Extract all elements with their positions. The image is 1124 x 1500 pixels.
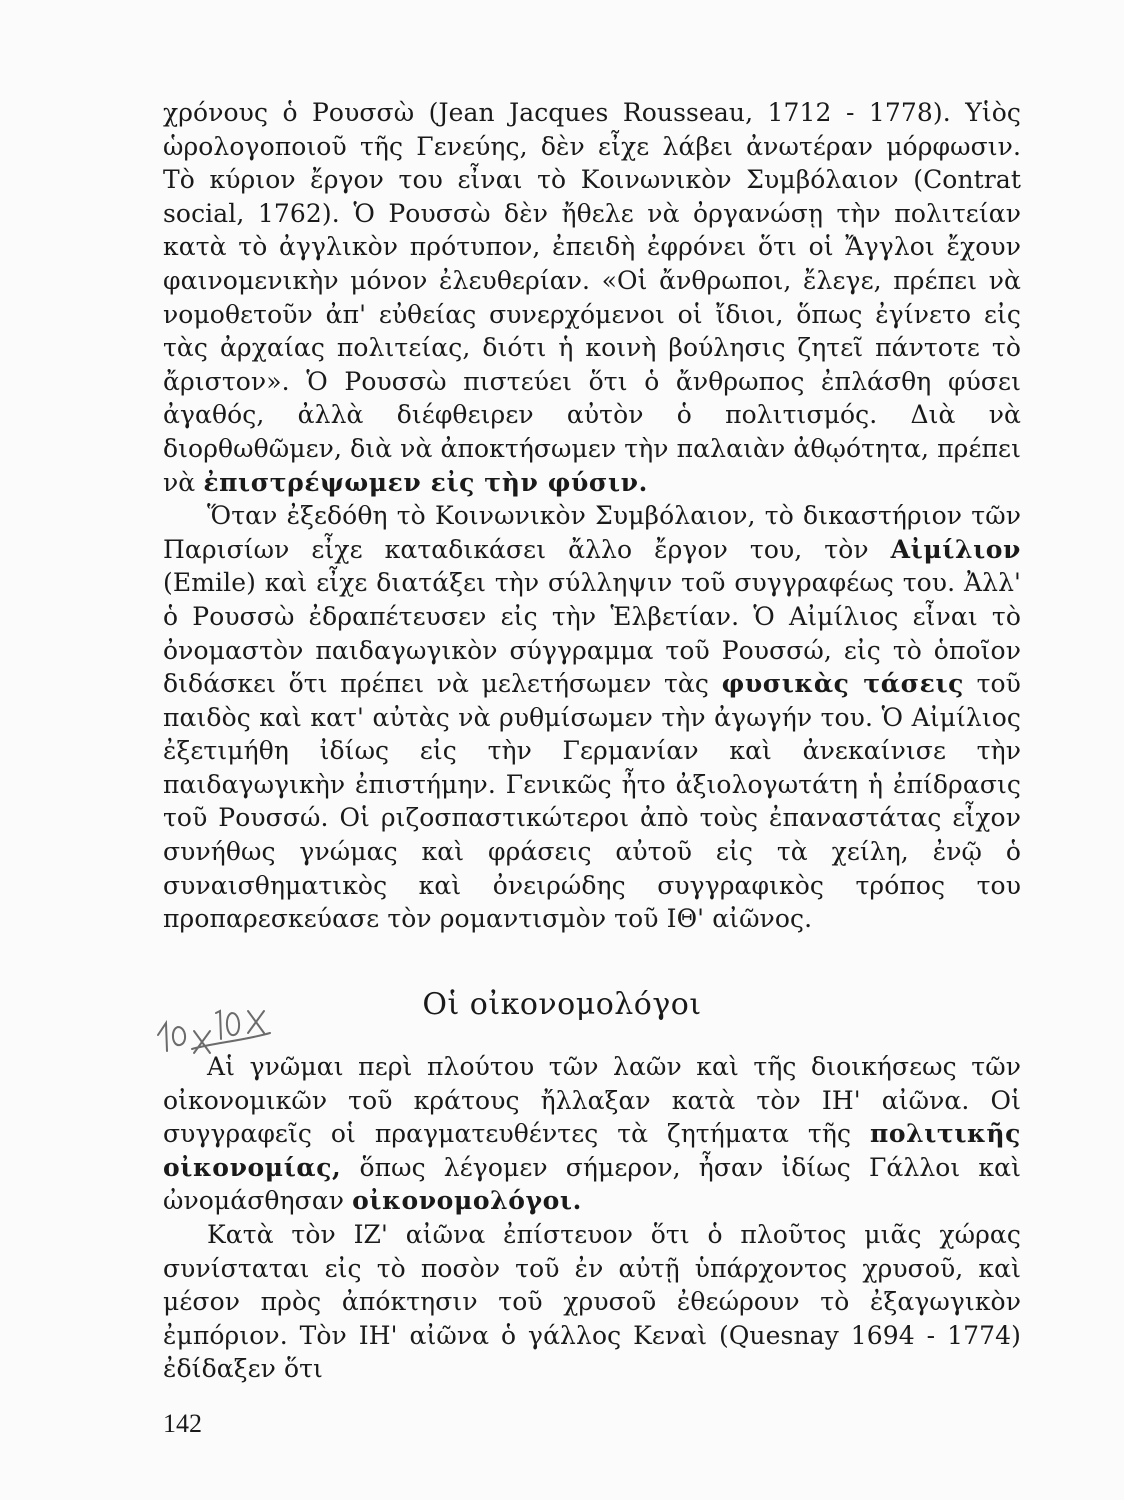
bold-term-political-economy: πολιτικῆς οἰκονομίας, bbox=[163, 1119, 1021, 1182]
paragraph-text: ὅπως λέγομεν σήμερον, ἦσαν ἰδίως Γάλλοι καὶ ὠνομάσθησαν bbox=[163, 1152, 1021, 1216]
quesnay-paragraph bbox=[163, 1218, 1021, 1386]
paragraph-text: Αἱ γνῶμαι περὶ πλούτου τῶν λαῶν καὶ τῆς διοικήσεως τῶν οἰκονομικῶν τοῦ κράτους ἤλλαξαν κατὰ τὸν ΙΗ' αἰῶνα. Οἱ συγγραφεῖς οἱ πραγματευθέντες τὰ ζητήματα τῆς bbox=[163, 1052, 1021, 1149]
economists-paragraph bbox=[163, 1050, 1021, 1218]
bold-phrase-return-to-nature: ἐπιστρέψωμεν εἰς τὴν φύσιν. bbox=[203, 467, 648, 497]
bold-term-emile: Αἰμίλιον bbox=[890, 534, 1021, 564]
paragraph-text: χρόνους ὁ Ρουσσὼ (Jean Jacques Rousseau, 1712 - 1778). Υἱὸς ὡρολογοποιοῦ τῆς Γενεύης, δὲν εἶχε λάβει ἀνωτέραν μόρφωσιν. Τὸ κύριον ἔργον του εἶναι τὸ Κοινωνικὸν Συμβόλαιον (Contrat social, 1762). Ὁ Ρουσσὼ δὲν ἤθελε νὰ ὀργανώσῃ τὴν πολιτείαν κατὰ τὸ ἀγγλικὸν πρότυπον, ἐπειδὴ ἐφρόνει ὅτι οἱ Ἄγγλοι ἔχουν φαινομενικὴν μόνον ἐλευθερίαν. «Οἱ ἄνθρωποι, ἔλεγε, πρέπει νὰ νομοθετοῦν ἀπ' εὐθείας συνερχόμενοι οἱ ἴδιοι, ὅπως ἐγίνετο εἰς τὰς ἀρχαίας πολιτείας, διότι ἡ κοινὴ βούλησις ζητεῖ πάντοτε τὸ ἄριστον». Ὁ Ρουσσὼ πιστεύει ὅτι ὁ ἄνθρωπος ἐπλάσθη φύσει ἀγαθός, ἀλλὰ διέφθειρεν αὐτὸν ὁ πολιτισμός. Διὰ νὰ διορθωθῶμεν, διὰ νὰ ἀποκτήσωμεν τὴν παλαιὰν ἀθῳότητα, πρέπει νὰ bbox=[163, 98, 1021, 497]
paragraph-text: Ὅταν ἐξεδόθη τὸ Κοινωνικὸν Συμβόλαιον, τὸ δικαστήριον τῶν Παρισίων εἶχε καταδικάσει ἄλλο ἔργον του, τὸν bbox=[163, 501, 1021, 564]
bold-term-natural-tendencies: φυσικὰς τάσεις bbox=[721, 669, 964, 699]
bold-term-economists: οἰκονομολόγοι. bbox=[352, 1186, 582, 1216]
page-number: 142 bbox=[163, 1409, 202, 1438]
paragraph-text: Κατὰ τὸν ΙΖ' αἰῶνα ἐπίστευον ὅτι ὁ πλοῦτος μιᾶς χώρας συνίσταται εἰς τὸ ποσὸν τοῦ ἐν αὐτῇ ὑπάρχοντος χρυσοῦ, καὶ μέσον πρὸς ἀπόκτησιν τοῦ χρυσοῦ ἐθεώρουν τὸ ἐξαγωγικὸν ἐμπόριον. Τὸν ΙΗ' αἰῶνα ὁ γάλλος Κεναὶ (Quesnay 1694 - 1774) ἐδίδαξεν ὅτι bbox=[163, 1219, 1021, 1384]
paragraph-text: (Emile) καὶ εἶχε διατάξει τὴν σύλληψιν τοῦ συγγραφέως του. Ἀλλ' ὁ Ρουσσὼ ἐδραπέτευσεν εἰς τὴν Ἑλβετίαν. Ὁ Αἰμίλιος εἶναι τὸ ὀνομαστὸν παιδαγωγικὸν σύγγραμμα τοῦ Ρουσσώ, εἰς τὸ ὁποῖον διδάσκει ὅτι πρέπει νὰ μελετήσωμεν τὰς bbox=[163, 568, 1021, 699]
paragraph-text: τοῦ παιδὸς καὶ κατ' αὐτὰς νὰ ρυθμίσωμεν τὴν ἀγωγήν του. Ὁ Αἰμίλιος ἐξετιμήθη ἰδίως εἰς τὴν Γερμανίαν καὶ ἀνεκαίνισε τὴν παιδαγωγικὴν ἐπιστήμην. Γενικῶς ἦτο ἀξιολογωτάτη ἡ ἐπίδρασις τοῦ Ρουσσώ. Οἱ ριζοσπαστικώτεροι ἀπὸ τοὺς ἐπαναστάτας εἶχον συνήθως γνώμας καὶ φράσεις αὐτοῦ εἰς τὰ χείλη, ἐνῷ ὁ συναισθηματικὸς καὶ ὀνειρώδης συγγραφικὸς τρόπος του προπαρεσκεύασε τὸν ρομαντισμὸν τοῦ ΙΘ' αἰῶνος. bbox=[163, 669, 1021, 934]
rousseau-section bbox=[163, 96, 1021, 936]
section-heading-economists: Οἱ οἰκονομολόγοι bbox=[422, 987, 702, 1022]
economists-section bbox=[163, 1050, 1021, 1386]
emile-paragraph bbox=[163, 499, 1021, 936]
rousseau-paragraph bbox=[163, 96, 1021, 499]
